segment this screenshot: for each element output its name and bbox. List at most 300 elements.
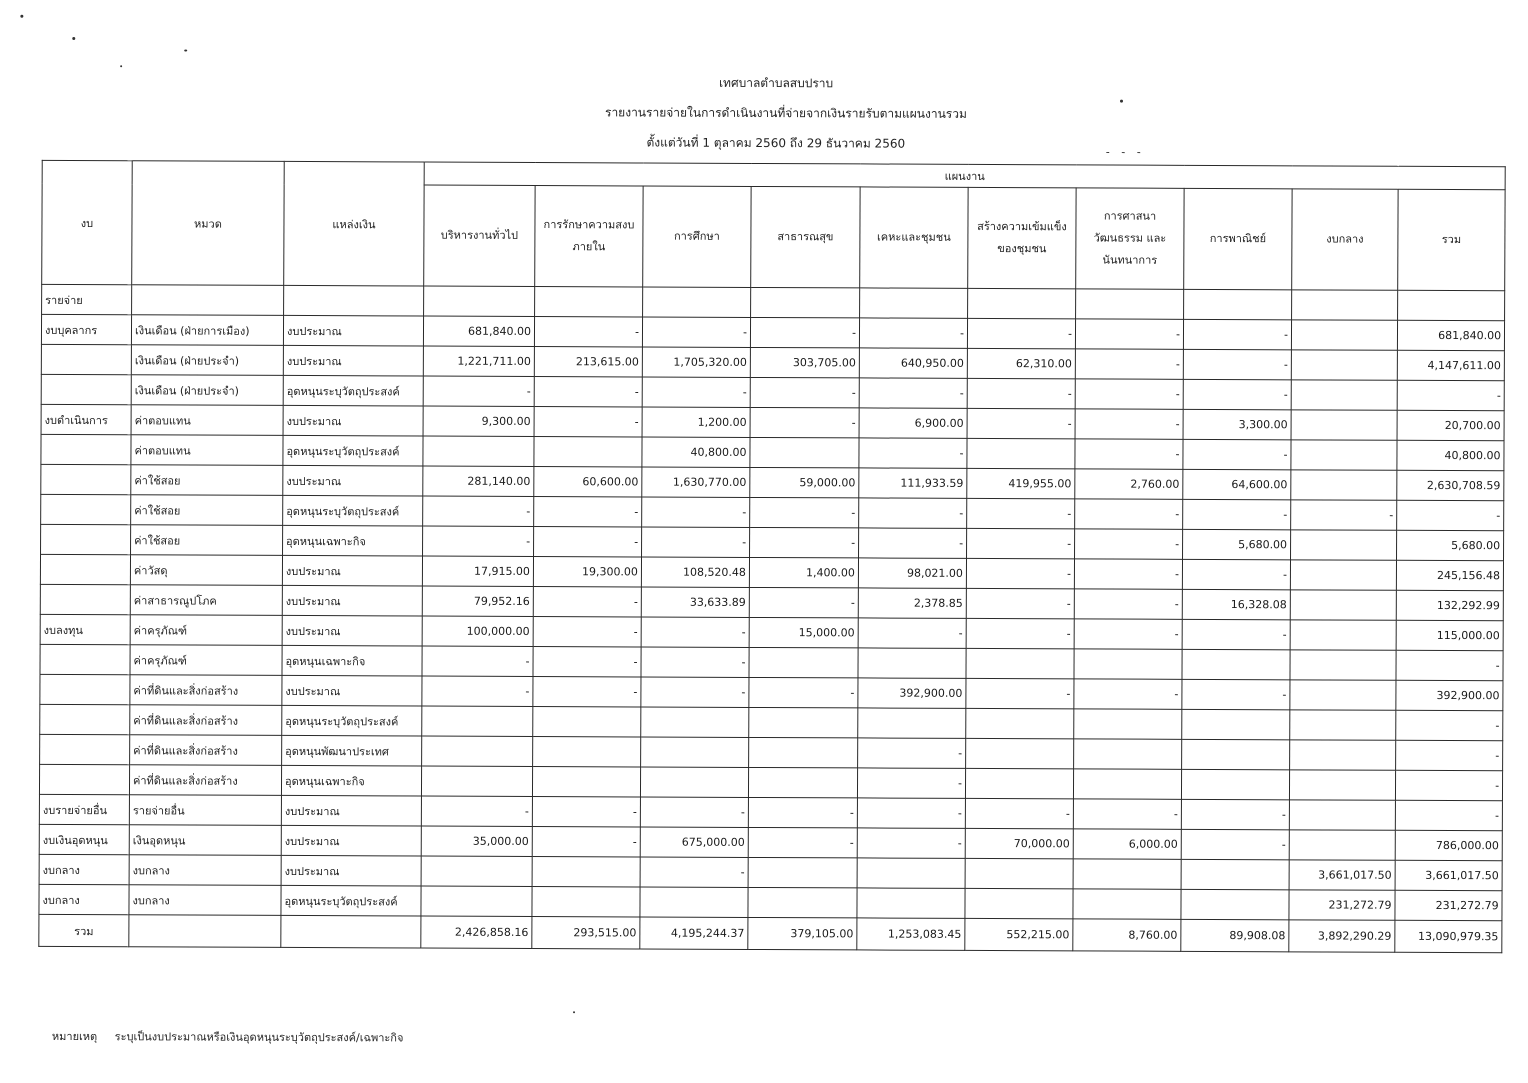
value-cell: - bbox=[859, 318, 967, 348]
value-cell: - bbox=[967, 528, 1075, 558]
value-cell: - bbox=[857, 828, 965, 858]
value-cell: - bbox=[534, 497, 642, 527]
value-cell bbox=[1073, 769, 1181, 799]
value-cell: - bbox=[421, 796, 532, 826]
budget-cell bbox=[40, 704, 130, 734]
value-cell: - bbox=[750, 527, 859, 557]
value-cell: - bbox=[1075, 379, 1183, 409]
value-cell bbox=[1181, 769, 1289, 799]
value-cell: - bbox=[532, 827, 640, 857]
budget-cell bbox=[40, 674, 130, 704]
value-cell: 15,000.00 bbox=[749, 617, 858, 647]
value-cell bbox=[532, 857, 640, 887]
value-cell bbox=[1181, 889, 1289, 919]
total-value-cell: 2,426,858.16 bbox=[421, 916, 532, 948]
value-cell: - bbox=[1182, 619, 1290, 649]
value-cell: - bbox=[1075, 439, 1183, 469]
value-cell: 79,952.16 bbox=[422, 586, 533, 616]
value-cell bbox=[1291, 350, 1397, 380]
value-cell: 5,680.00 bbox=[1397, 530, 1504, 560]
value-cell: - bbox=[1397, 500, 1504, 530]
source-cell: งบประมาณ bbox=[282, 615, 422, 646]
value-cell: 4,147,611.00 bbox=[1397, 350, 1504, 380]
value-cell bbox=[858, 648, 966, 678]
value-cell bbox=[857, 888, 965, 918]
total-value-cell: 552,215.00 bbox=[965, 918, 1073, 950]
value-cell: - bbox=[750, 377, 859, 407]
value-cell: - bbox=[1183, 349, 1291, 379]
value-cell: - bbox=[1073, 799, 1181, 829]
value-cell: 6,000.00 bbox=[1073, 829, 1181, 859]
value-cell bbox=[422, 706, 533, 736]
value-cell: - bbox=[1074, 589, 1182, 619]
value-cell bbox=[748, 857, 857, 887]
source-cell: งบประมาณ bbox=[283, 315, 423, 346]
budget-cell bbox=[41, 494, 131, 524]
value-cell bbox=[421, 856, 532, 886]
total-value-cell: 379,105.00 bbox=[748, 917, 857, 949]
source-cell: อุดหนุนระบุวัตถุประสงค์ bbox=[283, 375, 423, 406]
value-cell bbox=[1182, 649, 1290, 679]
value-cell: - bbox=[1183, 499, 1291, 529]
total-empty-cell bbox=[129, 915, 281, 948]
value-cell: 6,900.00 bbox=[859, 408, 967, 438]
document-subtitle: รายงานรายจ่ายในการดำเนินงานที่จ่ายจากเงินรายรับตามแผนงานรวม bbox=[604, 105, 967, 121]
value-cell: - bbox=[640, 857, 748, 887]
category-cell: ค่าตอบแทน bbox=[131, 435, 283, 466]
value-cell: - bbox=[533, 587, 641, 617]
header-plan-column: เคหะและชุมชน bbox=[860, 187, 968, 288]
value-cell bbox=[966, 648, 1074, 678]
value-cell bbox=[1073, 889, 1181, 919]
source-cell: งบประมาณ bbox=[283, 405, 423, 436]
value-cell: 9,300.00 bbox=[423, 406, 534, 436]
value-cell: - bbox=[749, 587, 858, 617]
value-cell: - bbox=[748, 827, 857, 857]
category-cell: ค่าใช้สอย bbox=[131, 525, 283, 556]
source-cell: งบประมาณ bbox=[282, 555, 422, 586]
category-cell: เงินเดือน (ฝ่ายการเมือง) bbox=[131, 315, 283, 346]
budget-cell: งบดำเนินการ bbox=[41, 404, 131, 434]
category-cell: เงินอุดหนุน bbox=[129, 825, 281, 856]
value-cell: - bbox=[533, 647, 641, 677]
source-cell: งบประมาณ bbox=[282, 675, 422, 706]
category-cell: ค่าที่ดินและสิ่งก่อสร้าง bbox=[130, 735, 282, 766]
value-cell bbox=[749, 737, 858, 767]
source-cell: อุดหนุนระบุวัตถุประสงค์ bbox=[283, 495, 423, 526]
value-cell: 681,840.00 bbox=[423, 316, 534, 346]
source-cell: อุดหนุนเฉพาะกิจ bbox=[282, 645, 422, 676]
source-cell: งบประมาณ bbox=[281, 855, 421, 886]
value-cell: - bbox=[1182, 559, 1290, 589]
value-cell: 231,272.79 bbox=[1289, 890, 1395, 920]
total-empty-cell bbox=[281, 915, 421, 948]
value-cell bbox=[1290, 740, 1396, 770]
source-cell: อุดหนุนเฉพาะกิจ bbox=[283, 525, 423, 556]
budget-cell bbox=[41, 344, 131, 374]
value-cell bbox=[965, 768, 1073, 798]
category-cell: ค่าครุภัณฑ์ bbox=[130, 645, 282, 676]
total-row bbox=[39, 914, 1502, 952]
value-cell bbox=[1182, 739, 1290, 769]
value-cell: - bbox=[1074, 679, 1182, 709]
value-cell: - bbox=[1396, 650, 1503, 680]
value-cell bbox=[748, 887, 857, 917]
value-cell: - bbox=[967, 378, 1075, 408]
value-cell: - bbox=[749, 677, 858, 707]
footnote-text: ระบุเป็นงบประมาณหรือเงินอุดหนุนระบุวัตถุประสงค์/เฉพาะกิจ bbox=[114, 1030, 404, 1045]
value-cell: - bbox=[1074, 559, 1182, 589]
value-cell: - bbox=[857, 768, 965, 798]
header-plan-column: สาธารณสุข bbox=[751, 186, 860, 287]
value-cell bbox=[1073, 859, 1181, 889]
value-cell bbox=[1289, 830, 1395, 860]
value-cell: - bbox=[533, 617, 641, 647]
value-cell bbox=[1290, 680, 1396, 710]
value-cell: - bbox=[748, 797, 857, 827]
value-cell: - bbox=[642, 377, 750, 407]
value-cell: - bbox=[1291, 500, 1397, 530]
value-cell: - bbox=[423, 376, 534, 406]
table-body bbox=[39, 284, 1505, 952]
value-cell: 33,633.89 bbox=[641, 587, 749, 617]
value-cell: - bbox=[1395, 770, 1502, 800]
category-cell: งบกลาง bbox=[129, 885, 281, 916]
value-cell bbox=[1290, 620, 1396, 650]
value-cell: 786,000.00 bbox=[1395, 830, 1502, 860]
value-cell: - bbox=[859, 528, 967, 558]
total-value-cell: 293,515.00 bbox=[532, 917, 640, 949]
value-cell bbox=[748, 767, 857, 797]
budget-cell bbox=[41, 524, 131, 554]
value-cell bbox=[1290, 590, 1396, 620]
value-cell bbox=[421, 766, 532, 796]
total-value-cell: 3,892,290.29 bbox=[1289, 920, 1395, 952]
value-cell: 132,292.99 bbox=[1396, 590, 1503, 620]
source-cell: งบประมาณ bbox=[283, 345, 423, 376]
value-cell: - bbox=[1075, 499, 1183, 529]
header-source: แหล่งเงิน bbox=[284, 161, 425, 286]
value-cell: 59,000.00 bbox=[750, 467, 859, 497]
value-cell: - bbox=[1183, 319, 1291, 349]
value-cell bbox=[533, 737, 641, 767]
value-cell: 213,615.00 bbox=[534, 347, 642, 377]
category-cell: รายจ่ายอื่น bbox=[129, 795, 281, 826]
category-cell: ค่าตอบแทน bbox=[131, 405, 283, 436]
source-cell: อุดหนุนระบุวัตถุประสงค์ bbox=[281, 885, 421, 916]
value-cell bbox=[750, 437, 859, 467]
value-cell bbox=[965, 888, 1073, 918]
value-cell: - bbox=[423, 496, 534, 526]
value-cell bbox=[533, 707, 641, 737]
value-cell: - bbox=[534, 317, 642, 347]
value-cell: - bbox=[1397, 380, 1504, 410]
value-cell bbox=[532, 887, 640, 917]
value-cell: - bbox=[967, 318, 1075, 348]
value-cell: 1,705,320.00 bbox=[642, 347, 750, 377]
value-cell: - bbox=[1181, 799, 1289, 829]
category-cell: ค่าวัสดุ bbox=[130, 555, 282, 586]
value-cell: - bbox=[640, 797, 748, 827]
value-cell: 5,680.00 bbox=[1183, 529, 1291, 559]
value-cell: 419,955.00 bbox=[967, 468, 1075, 498]
value-cell bbox=[1291, 440, 1397, 470]
value-cell: - bbox=[858, 738, 966, 768]
value-cell: 1,200.00 bbox=[642, 407, 750, 437]
budget-cell bbox=[40, 734, 130, 764]
value-cell: - bbox=[1182, 679, 1290, 709]
value-cell: 392,900.00 bbox=[1396, 680, 1503, 710]
value-cell: - bbox=[534, 407, 642, 437]
value-cell: - bbox=[642, 527, 750, 557]
value-cell bbox=[1290, 650, 1396, 680]
budget-cell: งบบุคลากร bbox=[41, 314, 131, 344]
value-cell bbox=[1074, 739, 1182, 769]
value-cell bbox=[858, 708, 966, 738]
value-cell bbox=[966, 708, 1074, 738]
value-cell: 40,800.00 bbox=[642, 437, 750, 467]
value-cell: - bbox=[859, 498, 967, 528]
source-cell: อุดหนุนเฉพาะกิจ bbox=[281, 765, 421, 796]
value-cell: - bbox=[750, 317, 859, 347]
value-cell: - bbox=[1181, 829, 1289, 859]
value-cell: - bbox=[1074, 619, 1182, 649]
value-cell: - bbox=[750, 497, 859, 527]
value-cell: - bbox=[1075, 409, 1183, 439]
value-cell: 20,700.00 bbox=[1397, 410, 1504, 440]
value-cell bbox=[422, 736, 533, 766]
header-plan-column: การพาณิชย์ bbox=[1184, 188, 1292, 289]
value-cell bbox=[1291, 410, 1397, 440]
value-cell: - bbox=[422, 676, 533, 706]
value-cell: 70,000.00 bbox=[965, 828, 1073, 858]
value-cell bbox=[1289, 770, 1395, 800]
category-cell: ค่าใช้สอย bbox=[131, 495, 283, 526]
value-cell bbox=[1289, 800, 1395, 830]
value-cell bbox=[749, 707, 858, 737]
source-cell: งบประมาณ bbox=[281, 795, 421, 826]
budget-cell bbox=[39, 764, 129, 794]
budget-cell bbox=[40, 554, 130, 584]
source-cell: งบประมาณ bbox=[281, 825, 421, 856]
value-cell bbox=[640, 887, 748, 917]
header-plan-column: สร้างความเข้มแข็งของชุมชน bbox=[968, 187, 1076, 288]
header-plan-group: แผนงาน bbox=[424, 162, 1505, 190]
value-cell: - bbox=[859, 378, 967, 408]
value-cell: - bbox=[858, 618, 966, 648]
value-cell bbox=[749, 647, 858, 677]
section-label: รายจ่าย bbox=[42, 284, 132, 314]
value-cell: 98,021.00 bbox=[858, 558, 966, 588]
value-cell bbox=[640, 767, 748, 797]
value-cell: 2,378.85 bbox=[858, 588, 966, 618]
source-cell: งบประมาณ bbox=[282, 585, 422, 616]
scan-speck bbox=[120, 65, 122, 67]
footnote-label: หมายเหตุ bbox=[51, 1029, 98, 1044]
value-cell bbox=[1290, 710, 1396, 740]
value-cell bbox=[965, 858, 1073, 888]
value-cell bbox=[967, 438, 1075, 468]
value-cell bbox=[1074, 709, 1182, 739]
total-value-cell: 13,090,979.35 bbox=[1395, 920, 1502, 952]
value-cell bbox=[534, 437, 642, 467]
value-cell bbox=[1291, 320, 1397, 350]
footnote bbox=[52, 1027, 418, 1047]
total-value-cell: 8,760.00 bbox=[1073, 919, 1181, 951]
value-cell: 100,000.00 bbox=[422, 616, 533, 646]
value-cell: - bbox=[859, 438, 967, 468]
source-cell: อุดหนุนระบุวัตถุประสงค์ bbox=[283, 435, 423, 466]
value-cell bbox=[857, 858, 965, 888]
value-cell: - bbox=[1183, 439, 1291, 469]
value-cell: 675,000.00 bbox=[640, 827, 748, 857]
value-cell bbox=[1291, 530, 1397, 560]
value-cell bbox=[1074, 649, 1182, 679]
value-cell: - bbox=[966, 678, 1074, 708]
category-cell: เงินเดือน (ฝ่ายประจำ) bbox=[131, 345, 283, 376]
value-cell bbox=[1291, 380, 1397, 410]
budget-cell bbox=[41, 374, 131, 404]
value-cell bbox=[641, 737, 749, 767]
expenditure-table bbox=[38, 160, 1506, 953]
value-cell: - bbox=[965, 798, 1073, 828]
value-cell: - bbox=[1395, 800, 1502, 830]
value-cell: - bbox=[642, 497, 750, 527]
value-cell: 60,600.00 bbox=[534, 467, 642, 497]
total-label: รวม bbox=[39, 914, 129, 946]
header-plan-column: การรักษาความสงบภายใน bbox=[535, 186, 643, 287]
category-cell: ค่าครุภัณฑ์ bbox=[130, 615, 282, 646]
value-cell: - bbox=[642, 317, 750, 347]
value-cell: 111,933.59 bbox=[859, 468, 967, 498]
total-value-cell: 1,253,083.45 bbox=[857, 918, 965, 950]
budget-cell bbox=[40, 644, 130, 674]
budget-cell: งบลงทุน bbox=[40, 614, 130, 644]
header-plan-column: รวม bbox=[1398, 189, 1506, 290]
value-cell bbox=[641, 707, 749, 737]
value-cell: 3,300.00 bbox=[1183, 409, 1291, 439]
value-cell: 3,661,017.50 bbox=[1289, 860, 1395, 890]
category-cell: งบกลาง bbox=[129, 855, 281, 886]
value-cell: 245,156.48 bbox=[1396, 560, 1503, 590]
value-cell bbox=[1290, 560, 1396, 590]
category-cell: เงินเดือน (ฝ่ายประจำ) bbox=[131, 375, 283, 406]
document-period: ตั้งแต่วันที่ 1 ตุลาคม 2560 ถึง 29 ธันวาคม 2560 bbox=[646, 135, 906, 151]
value-cell bbox=[1182, 709, 1290, 739]
scan-speck bbox=[573, 1011, 575, 1013]
source-cell: งบประมาณ bbox=[283, 465, 423, 496]
value-cell: 681,840.00 bbox=[1397, 320, 1504, 350]
value-cell: 108,520.48 bbox=[641, 557, 749, 587]
budget-cell: งบกลาง bbox=[39, 884, 129, 914]
value-cell: - bbox=[422, 646, 533, 676]
value-cell: - bbox=[1075, 349, 1183, 379]
scan-speck bbox=[72, 37, 75, 40]
value-cell: - bbox=[533, 677, 641, 707]
budget-cell bbox=[41, 434, 131, 464]
total-value-cell: 4,195,244.37 bbox=[640, 917, 748, 949]
value-cell: - bbox=[1396, 740, 1503, 770]
value-cell: - bbox=[1075, 529, 1183, 559]
value-cell: - bbox=[641, 617, 749, 647]
value-cell: 19,300.00 bbox=[533, 557, 641, 587]
value-cell: 16,328.08 bbox=[1182, 589, 1290, 619]
category-cell: ค่าใช้สอย bbox=[131, 465, 283, 496]
value-cell: 3,661,017.50 bbox=[1395, 860, 1502, 890]
value-cell: - bbox=[534, 377, 642, 407]
document-title: เทศบาลตำบลสบปราบ bbox=[718, 75, 834, 91]
value-cell: 35,000.00 bbox=[421, 826, 532, 856]
category-cell: ค่าที่ดินและสิ่งก่อสร้าง bbox=[129, 765, 281, 796]
value-cell: 1,221,711.00 bbox=[423, 346, 534, 376]
value-cell: 40,800.00 bbox=[1397, 440, 1504, 470]
budget-cell: งบกลาง bbox=[39, 854, 129, 884]
value-cell: 64,600.00 bbox=[1183, 469, 1291, 499]
value-cell bbox=[423, 436, 534, 466]
budget-cell bbox=[41, 464, 131, 494]
source-cell: อุดหนุนระบุวัตถุประสงค์ bbox=[282, 705, 422, 736]
value-cell: - bbox=[1183, 379, 1291, 409]
value-cell: - bbox=[423, 526, 534, 556]
value-cell bbox=[532, 767, 640, 797]
value-cell: - bbox=[641, 677, 749, 707]
category-cell: ค่าที่ดินและสิ่งก่อสร้าง bbox=[130, 705, 282, 736]
value-cell: 281,140.00 bbox=[423, 466, 534, 496]
value-cell: 640,950.00 bbox=[859, 348, 967, 378]
value-cell: - bbox=[750, 407, 859, 437]
value-cell: 1,630,770.00 bbox=[642, 467, 750, 497]
header-plan-column: การศึกษา bbox=[643, 186, 751, 287]
total-value-cell: 89,908.08 bbox=[1181, 919, 1289, 951]
value-cell bbox=[1291, 470, 1397, 500]
budget-cell: งบเงินอุดหนุน bbox=[39, 824, 129, 854]
value-cell: - bbox=[967, 498, 1075, 528]
scan-speck bbox=[20, 15, 23, 18]
value-cell: 115,000.00 bbox=[1396, 620, 1503, 650]
value-cell: 303,705.00 bbox=[750, 347, 859, 377]
value-cell bbox=[421, 886, 532, 916]
header-plan-column: งบกลาง bbox=[1292, 189, 1398, 290]
source-cell: อุดหนุนพัฒนาประเทศ bbox=[282, 735, 422, 766]
value-cell: - bbox=[532, 797, 640, 827]
budget-cell: งบรายจ่ายอื่น bbox=[39, 794, 129, 824]
header-plan-column: บริหารงานทั่วไป bbox=[424, 185, 535, 286]
header-budget: งบ bbox=[42, 160, 133, 284]
header-plan-column: การศาสนา วัฒนธรรม และนันทนาการ bbox=[1076, 188, 1184, 289]
value-cell: - bbox=[641, 647, 749, 677]
budget-cell bbox=[40, 584, 130, 614]
scan-speck bbox=[1120, 100, 1123, 103]
scan-speck bbox=[184, 49, 187, 51]
value-cell: 392,900.00 bbox=[858, 678, 966, 708]
value-cell: 231,272.79 bbox=[1395, 890, 1502, 920]
value-cell: 17,915.00 bbox=[422, 556, 533, 586]
value-cell: - bbox=[1075, 319, 1183, 349]
scan-mark: - - - bbox=[1105, 145, 1145, 159]
value-cell bbox=[966, 738, 1074, 768]
value-cell: - bbox=[967, 408, 1075, 438]
value-cell: - bbox=[966, 588, 1074, 618]
value-cell: - bbox=[966, 558, 1074, 588]
header-category: หมวด bbox=[132, 161, 285, 286]
value-cell bbox=[1181, 859, 1289, 889]
value-cell: - bbox=[857, 798, 965, 828]
category-cell: ค่าที่ดินและสิ่งก่อสร้าง bbox=[130, 675, 282, 706]
value-cell: 2,760.00 bbox=[1075, 469, 1183, 499]
value-cell: - bbox=[966, 618, 1074, 648]
category-cell: ค่าสาธารณูปโภค bbox=[130, 585, 282, 616]
value-cell: - bbox=[534, 527, 642, 557]
